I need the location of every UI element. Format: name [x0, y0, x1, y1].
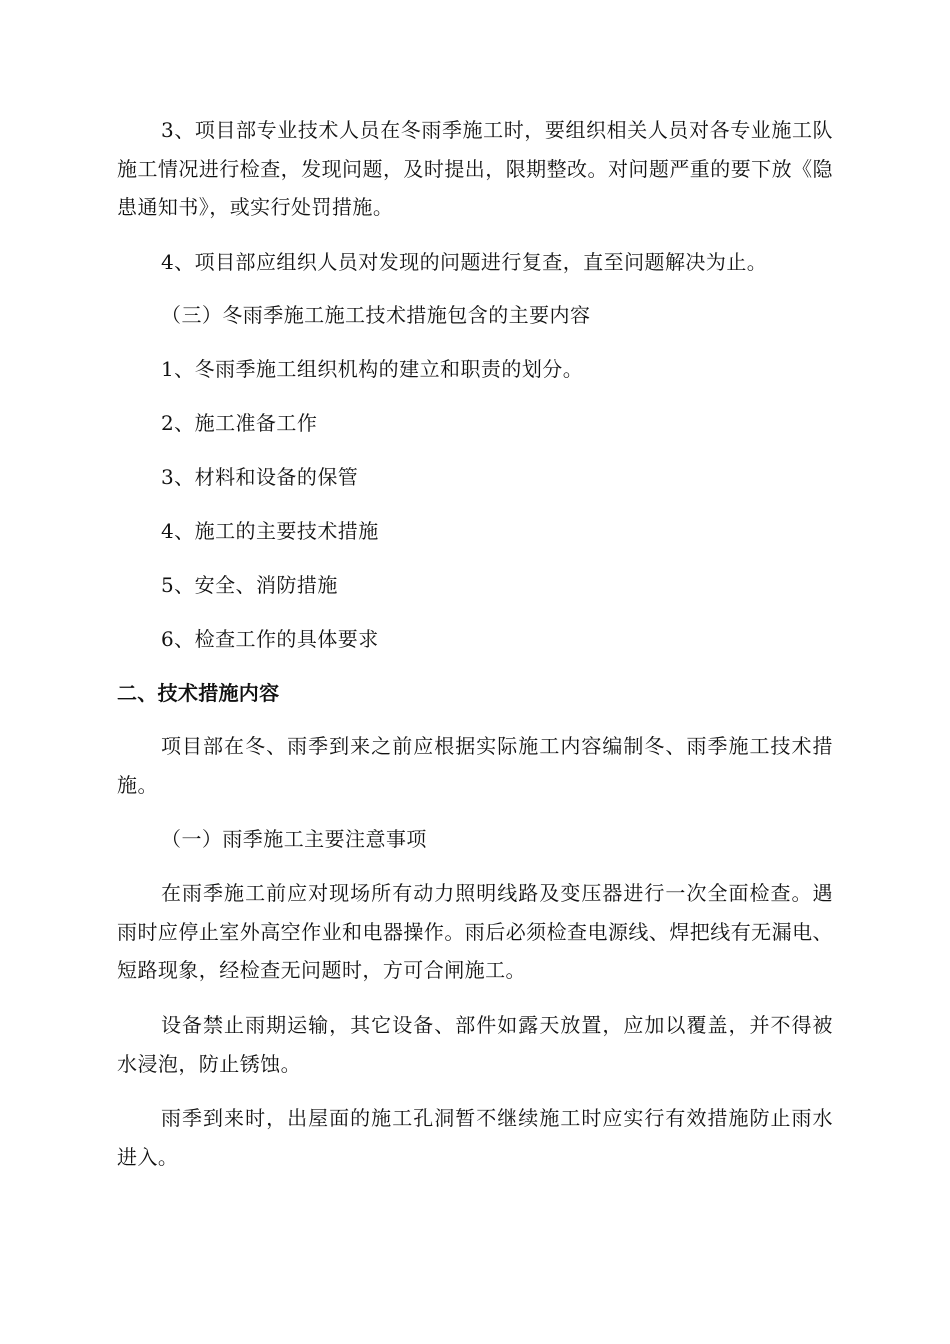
- subheading-main-content: （三）冬雨季施工施工技术措施包含的主要内容: [161, 303, 591, 327]
- subheading-rainy-season: （一）雨季施工主要注意事项: [161, 827, 427, 851]
- section-heading: 二、技术措施内容: [117, 681, 280, 705]
- list-item: 1、冬雨季施工组织机构的建立和职责的划分。: [161, 357, 584, 381]
- list-item: 5、安全、消防措施: [161, 573, 338, 597]
- paragraph-recheck: 4、项目部应组织人员对发现的问题进行复查，直至问题解决为止。: [161, 250, 768, 274]
- paragraph-roof-openings: 雨季到来时，出屋面的施工孔洞暂不继续施工时应实行有效措施防止雨水进入。: [117, 1106, 833, 1169]
- list-item: 4、施工的主要技术措施: [161, 519, 379, 543]
- list-item: 2、施工准备工作: [161, 411, 318, 435]
- list-item: 6、检查工作的具体要求: [161, 627, 379, 651]
- paragraph-intro: 项目部在冬、雨季到来之前应根据实际施工内容编制冬、雨季施工技术措施。: [117, 734, 833, 797]
- paragraph-power-check: 在雨季施工前应对现场所有动力照明线路及变压器进行一次全面检查。遇雨时应停止室外高空作业和电器操作。雨后必须检查电源线、焊把线有无漏电、短路现象，经检查无问题时，方可合闸施工。: [117, 881, 833, 982]
- paragraph-equipment: 设备禁止雨期运输，其它设备、部件如露天放置，应加以覆盖，并不得被水浸泡，防止锈蚀。: [117, 1013, 833, 1076]
- paragraph-inspection: 3、项目部专业技术人员在冬雨季施工时，要组织相关人员对各专业施工队施工情况进行检查，发现问题，及时提出，限期整改。对问题严重的要下放《隐患通知书》，或实行处罚措施。: [117, 118, 833, 219]
- list-item: 3、材料和设备的保管: [161, 465, 359, 489]
